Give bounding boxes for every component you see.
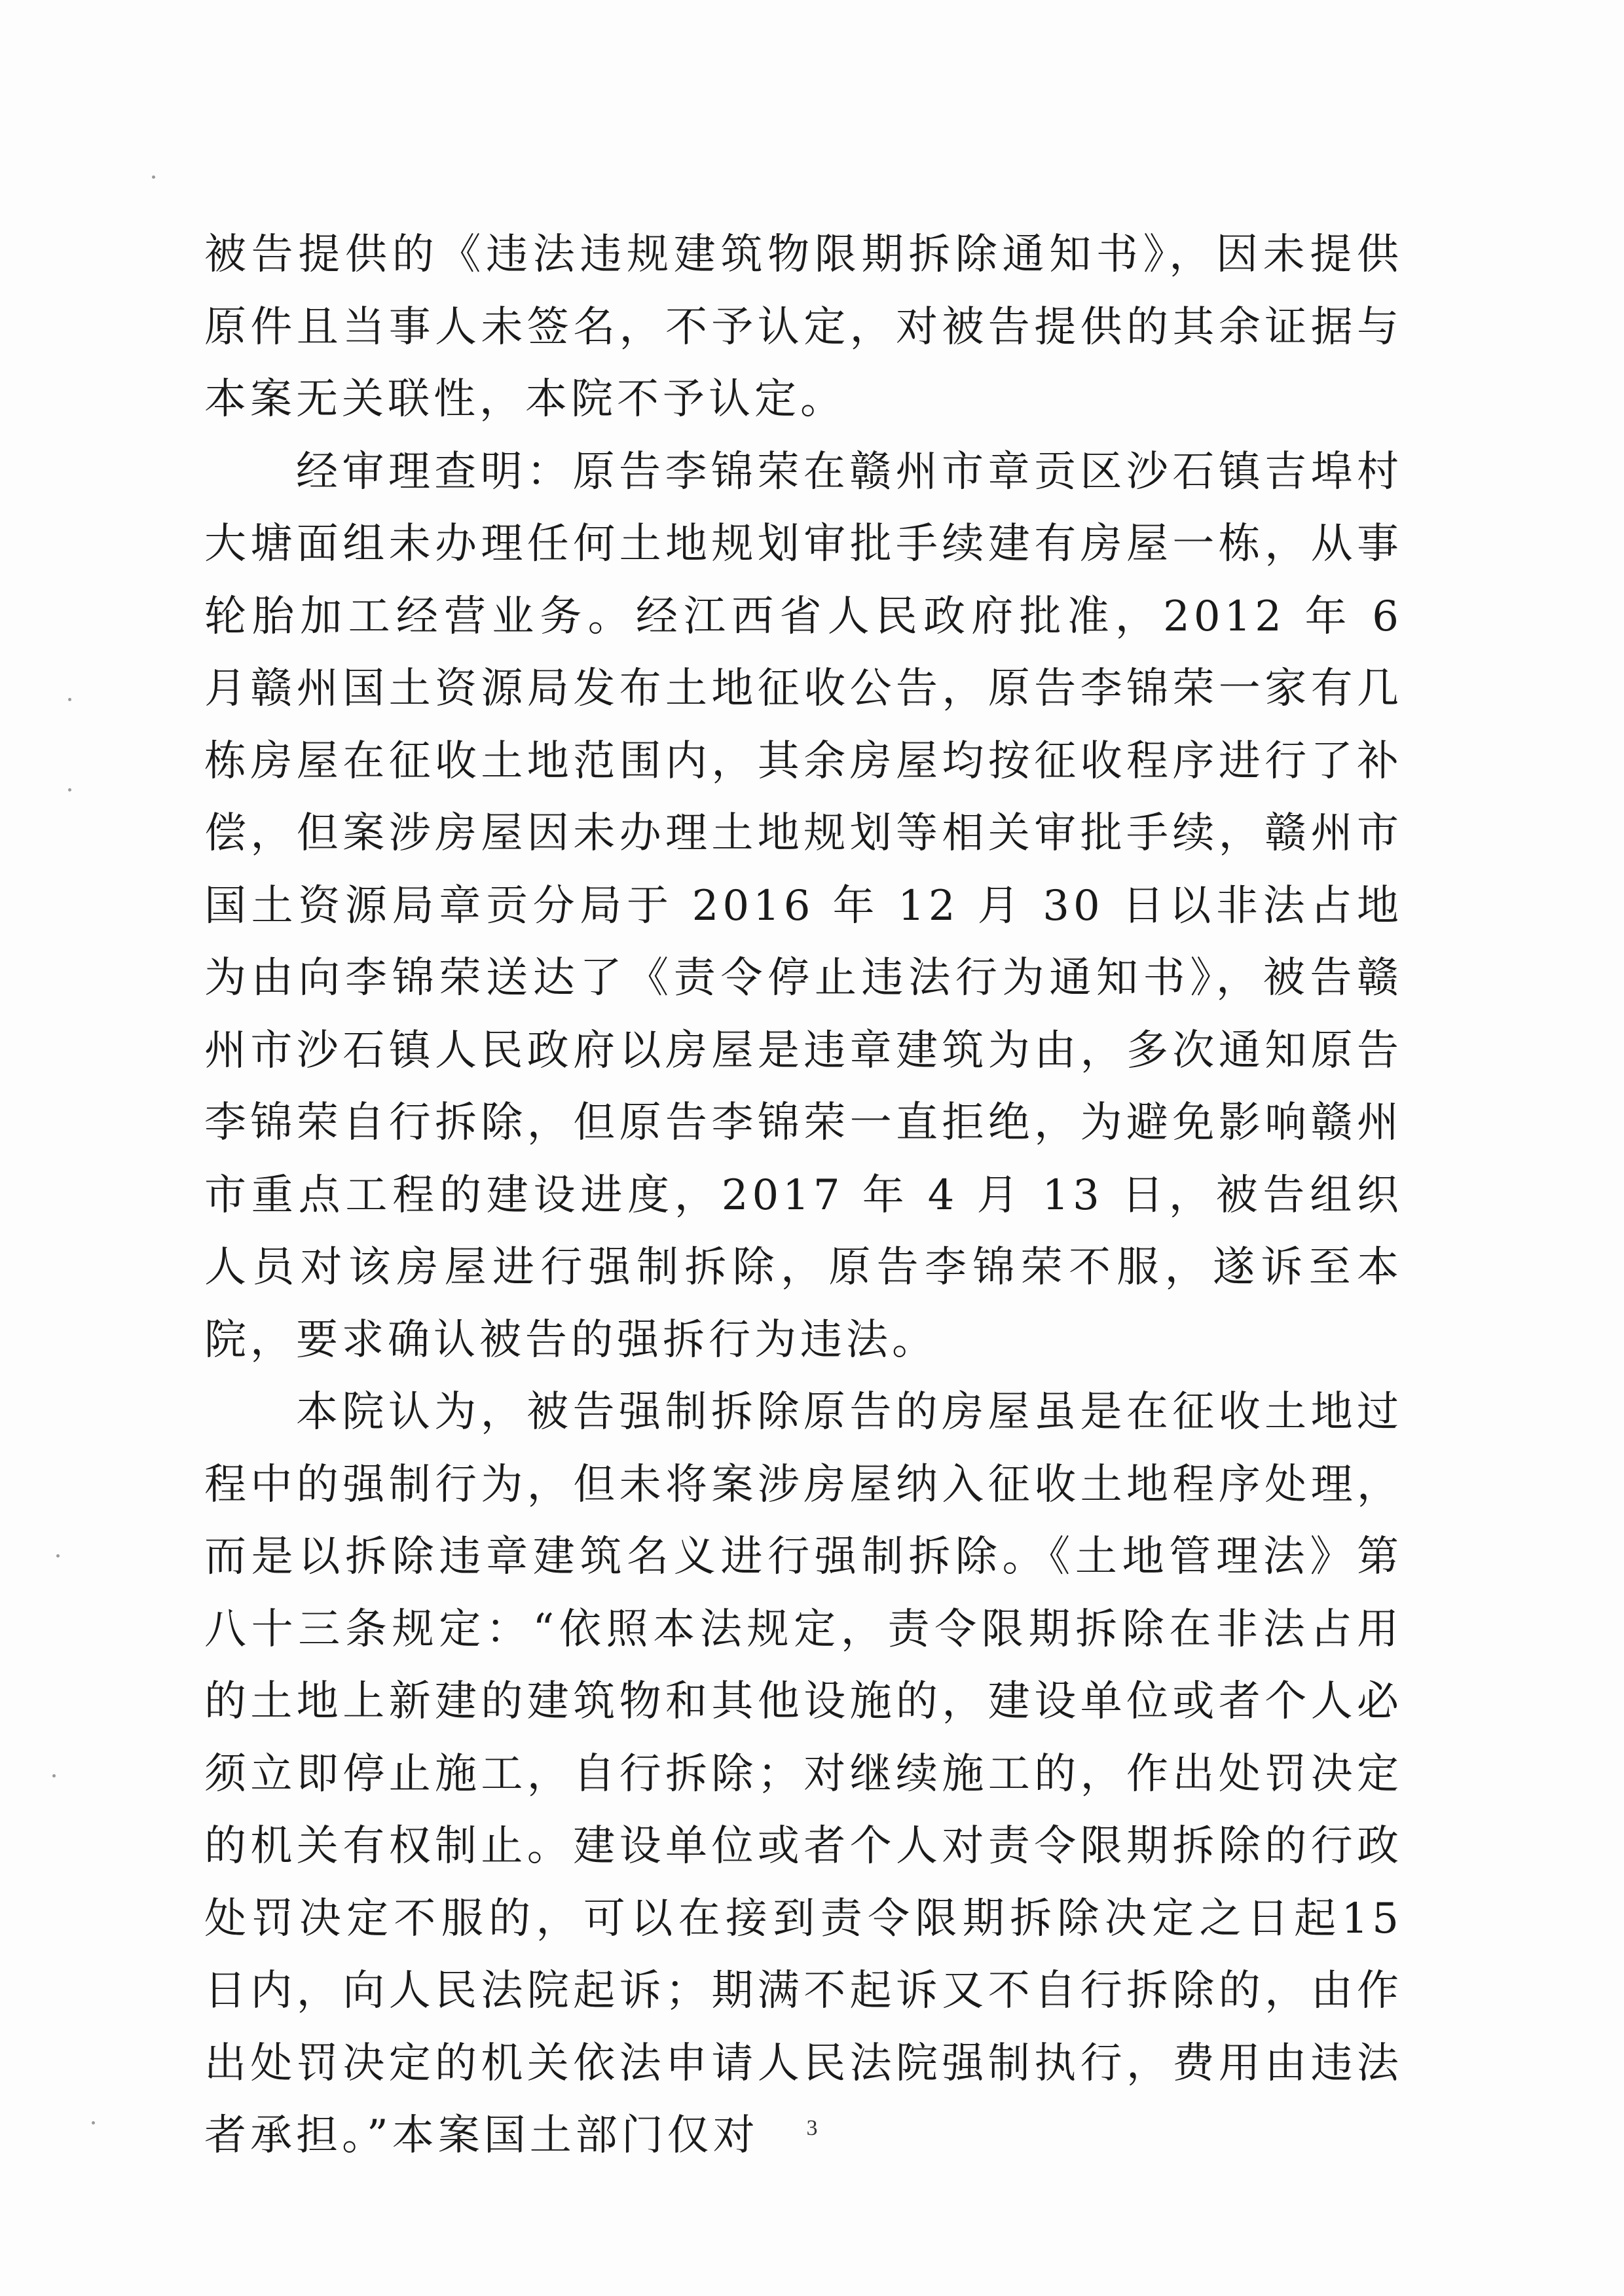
paragraph-evidence-ruling: 被告提供的《违法违规建筑物限期拆除通知书》，因未提供原件且当事人未签名，不予认定，对被告提供的其余证据与本案无关联性，本院不予认定。	[204, 230, 1403, 424]
scan-speck	[92, 2121, 95, 2124]
page-number: 3	[806, 2116, 818, 2140]
scan-speck	[68, 698, 71, 701]
paragraph-court-opinion: 本院认为，被告强制拆除原告的房屋虽是在征收土地过程中的强制行为，但未将案涉房屋纳入征收土地程序处理，而是以拆除违章建筑名义进行强制拆除。《土地管理法》第八十三条规定：“依照本法规定，责令限期拆除在非法占用的土地上新建的建筑物和其他设施的，建设单位或者个人必须立即停止施工，自行拆除；对继续施工的，作出处罚决定的机关有权制止。建设单位或者个人对责令限期拆除的行政处罚决定不服的，可以在接到责令限期拆除决定之日起15日内，向人民法院起诉；期满不起诉又不自行拆除的，由作出处罚决定的机关依法申请人民法院强制执行，费用由违法者承担。”本案国土部门仅对	[204, 1388, 1403, 2160]
body-text	[204, 219, 1403, 2172]
paragraph-facts-found: 经审理查明：原告李锦荣在赣州市章贡区沙石镇吉埠村大塘面组未办理任何土地规划审批手续建有房屋一栋，从事轮胎加工经营业务。经江西省人民政府批准，2012 年 6 月赣州国土资源局发布土地征收公告，原告李锦荣一家有几栋房屋在征收土地范围内，其余房屋均按征收程序进行了补偿，但案涉房屋因未办理土地规划等相关审批手续，赣州市国土资源局章贡分局于 2016 年 12 月 30 日以非法占地为由向李锦荣送达了《责令停止违法行为通知书》，被告赣州市沙石镇人民政府以房屋是违章建筑为由，多次通知原告李锦荣自行拆除，但原告李锦荣一直拒绝，为避免影响赣州市重点工程的建设进度，2017 年 4 月 13 日，被告组织人员对该房屋进行强制拆除，原告李锦荣不服，遂诉至本院，要求确认被告的强拆行为违法。	[204, 447, 1403, 1364]
scan-speck	[152, 175, 155, 179]
scan-speck	[68, 788, 71, 792]
scan-speck	[52, 1774, 56, 1777]
scan-speck	[56, 1554, 60, 1558]
